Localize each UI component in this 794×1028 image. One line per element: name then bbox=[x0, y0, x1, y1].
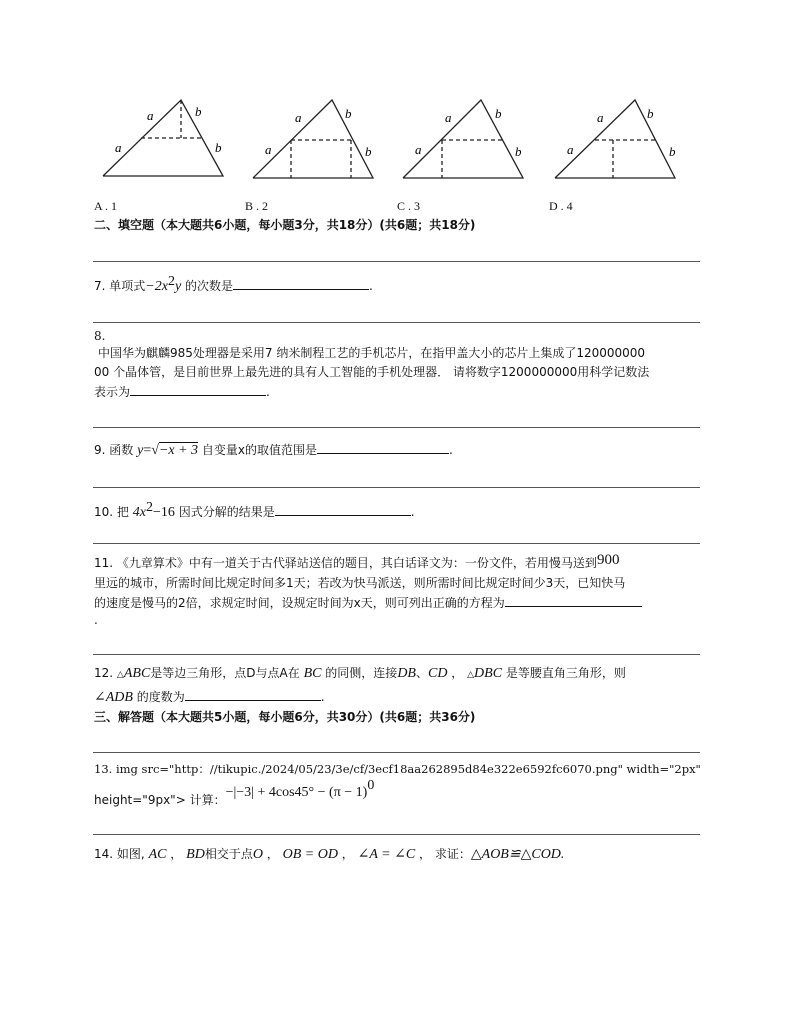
triangle-figure-d bbox=[555, 100, 675, 178]
q12-period: . bbox=[320, 690, 325, 704]
q12-separator: 、 bbox=[415, 666, 428, 680]
q12-comma: ， bbox=[451, 666, 464, 680]
triangle-figure-b bbox=[253, 100, 373, 178]
label-a-top: a bbox=[147, 108, 154, 123]
q10-expression-tail: −16 bbox=[152, 505, 175, 520]
q11-answer-blank[interactable] bbox=[505, 594, 642, 607]
question-number: 11. bbox=[94, 556, 114, 570]
question-number: 9. bbox=[94, 443, 106, 457]
q11-text-3: 的速度是慢马的2倍，求规定时间，设规定时间为x天，则可列出正确的方程为 bbox=[94, 596, 505, 610]
option-b[interactable]: B . 2 bbox=[245, 199, 269, 213]
section-2-heading: 二、填空题（本大题共6小题，每小题3分，共18分）(共6题；共18分) bbox=[94, 218, 476, 232]
q12-dbc: DBC bbox=[474, 666, 503, 681]
label-a-bottom: a bbox=[415, 142, 422, 157]
q8-period: . bbox=[266, 385, 270, 399]
divider bbox=[93, 654, 700, 655]
question-number: 12. bbox=[94, 666, 114, 680]
question-8-number: 8. bbox=[94, 329, 106, 343]
question-8-line-2: 00 个晶体管，是目前世界上最先进的具有人工智能的手机处理器． 请将数字1200000000用科学记数法 bbox=[94, 365, 650, 379]
question-12-line-2 bbox=[94, 688, 325, 706]
question-11-line-1 bbox=[94, 552, 620, 571]
q9-period: . bbox=[448, 443, 453, 457]
q12-abc: ABC bbox=[123, 666, 151, 681]
q14-equation-2: ∠A = ∠C bbox=[357, 847, 416, 862]
q14-comma: ， bbox=[170, 847, 183, 861]
question-11-line-3 bbox=[94, 594, 642, 611]
q13-exponent: 0 bbox=[367, 778, 375, 793]
label-b-top: b bbox=[195, 104, 202, 119]
divider bbox=[93, 261, 700, 262]
question-number: 7. bbox=[94, 279, 106, 293]
question-14 bbox=[94, 846, 564, 863]
option-c[interactable]: C . 3 bbox=[397, 199, 421, 213]
label-a-bottom: a bbox=[567, 142, 574, 157]
triangle-figure-c bbox=[403, 100, 523, 178]
q7-text-2: 的次数是 bbox=[185, 279, 234, 293]
q14-comma: ， bbox=[341, 847, 354, 861]
q14-ac: AC bbox=[148, 847, 167, 862]
q11-period: . bbox=[94, 613, 98, 627]
question-11-line-2: 里远的城市，所需时间比规定时间多1天；若改为快马派送，则所需时间比规定时间少3天，已知快马 bbox=[94, 576, 626, 590]
q10-expression: 4x bbox=[132, 505, 146, 520]
q12-text: 是等边三角形，点D与点A在 bbox=[150, 666, 300, 680]
q9-radicand: −x + 3 bbox=[158, 443, 199, 458]
question-number: 14. bbox=[94, 847, 114, 861]
question-12-line-1 bbox=[94, 665, 626, 683]
q11-text: 《九章算术》中有一道关于古代驿站送信的题目，其白话译文为：一份文件，若用慢马送到 bbox=[116, 556, 597, 570]
q14-bd: BD bbox=[186, 847, 205, 862]
question-9 bbox=[94, 441, 453, 459]
q14-comma: ， bbox=[419, 847, 432, 861]
label-a-top: a bbox=[445, 110, 452, 125]
q12-text-2: 的同侧，连接 bbox=[325, 666, 398, 680]
q7-answer-blank[interactable] bbox=[233, 277, 369, 290]
q8-text: 表示为 bbox=[94, 385, 131, 399]
q12-text-3: 是等腰直角三角形，则 bbox=[505, 666, 626, 680]
label-b-top: b bbox=[495, 106, 502, 121]
q10-text-2: 因式分解的结果是 bbox=[178, 505, 275, 519]
triangle-figures bbox=[95, 92, 695, 187]
label-b-top: b bbox=[345, 106, 352, 121]
divider bbox=[93, 752, 700, 753]
q14-proof-statement: △AOB≌△COD. bbox=[470, 847, 565, 862]
sqrt-icon: √ bbox=[151, 443, 159, 458]
triangle-icon: △ bbox=[116, 670, 124, 680]
q12-cd: CD bbox=[428, 666, 448, 681]
question-number: 10. bbox=[94, 505, 114, 519]
triangle-icon: △ bbox=[467, 670, 475, 680]
triangle-figure-a bbox=[103, 100, 223, 176]
q14-text: 如图, bbox=[116, 847, 145, 861]
label-a-bottom: a bbox=[265, 142, 272, 157]
q10-exponent: 2 bbox=[145, 500, 153, 515]
label-b-bottom: b bbox=[669, 144, 676, 159]
label-b-bottom: b bbox=[515, 144, 522, 159]
option-d[interactable]: D . 4 bbox=[549, 199, 573, 213]
q8-answer-blank[interactable] bbox=[130, 383, 266, 396]
q12-bc: BC bbox=[303, 666, 322, 681]
question-10 bbox=[94, 500, 415, 521]
q9-expression-lhs: y bbox=[137, 443, 144, 458]
divider bbox=[93, 427, 700, 428]
angle-icon: ∠ bbox=[94, 690, 106, 705]
q12-text-4: 的度数为 bbox=[136, 690, 185, 704]
q10-answer-blank[interactable] bbox=[275, 503, 411, 516]
divider bbox=[93, 543, 700, 544]
question-13-line-2 bbox=[94, 778, 375, 809]
q12-answer-blank[interactable] bbox=[185, 688, 321, 701]
q7-period: . bbox=[369, 279, 373, 293]
q7-exponent: 2 bbox=[167, 274, 175, 289]
q9-answer-blank[interactable] bbox=[317, 441, 449, 454]
label-b-top: b bbox=[647, 106, 654, 121]
q14-text-3: 求证： bbox=[434, 847, 471, 861]
q14-equation-1: OB = OD bbox=[282, 847, 338, 862]
q13-text: height="9px"> 计算： bbox=[94, 793, 226, 807]
q12-adb: ADB bbox=[105, 690, 133, 705]
label-a-top: a bbox=[597, 110, 604, 125]
divider bbox=[93, 834, 700, 835]
q9-text-2: 自变量x的取值范围是 bbox=[201, 443, 317, 457]
q7-expression-tail: y bbox=[174, 279, 182, 294]
q14-comma: ， bbox=[266, 847, 279, 861]
q13-expression: −|−3| + 4cos45° − (π − 1) bbox=[225, 785, 368, 800]
q10-text: 把 bbox=[116, 505, 129, 519]
q12-db: DB bbox=[397, 666, 416, 681]
label-a-bottom: a bbox=[115, 140, 122, 155]
option-a[interactable]: A . 1 bbox=[94, 199, 118, 213]
label-a-top: a bbox=[295, 110, 302, 125]
question-8-line-3 bbox=[94, 383, 270, 400]
label-b-bottom: b bbox=[365, 144, 372, 159]
q14-text-2: 相交于点 bbox=[204, 847, 253, 861]
q10-period: . bbox=[410, 505, 415, 519]
q7-text: 单项式 bbox=[109, 279, 146, 293]
label-b-bottom: b bbox=[215, 140, 222, 155]
q9-equals: = bbox=[143, 443, 152, 458]
question-8-line-1: 中国华为麒麟985处理器是采用7 纳米制程工艺的手机芯片，在指甲盖大小的芯片上集成了120000000 bbox=[98, 346, 646, 360]
section-3-heading: 三、解答题（本大题共5小题，每小题6分，共30分）(共6题；共36分) bbox=[94, 710, 476, 724]
divider bbox=[93, 487, 700, 488]
q9-text: 函数 bbox=[109, 443, 134, 457]
q11-distance: 900 bbox=[596, 552, 620, 568]
question-13-line-1: 13. img src="http：//tikupic./2024/05/23/3e/cf/3ecf18aa262895d84e322e6592fc6070.png" width="2px" bbox=[94, 762, 701, 776]
divider bbox=[93, 322, 700, 323]
q7-expression: −2x bbox=[145, 279, 168, 294]
question-7 bbox=[94, 274, 373, 295]
q14-o: O bbox=[252, 847, 263, 862]
